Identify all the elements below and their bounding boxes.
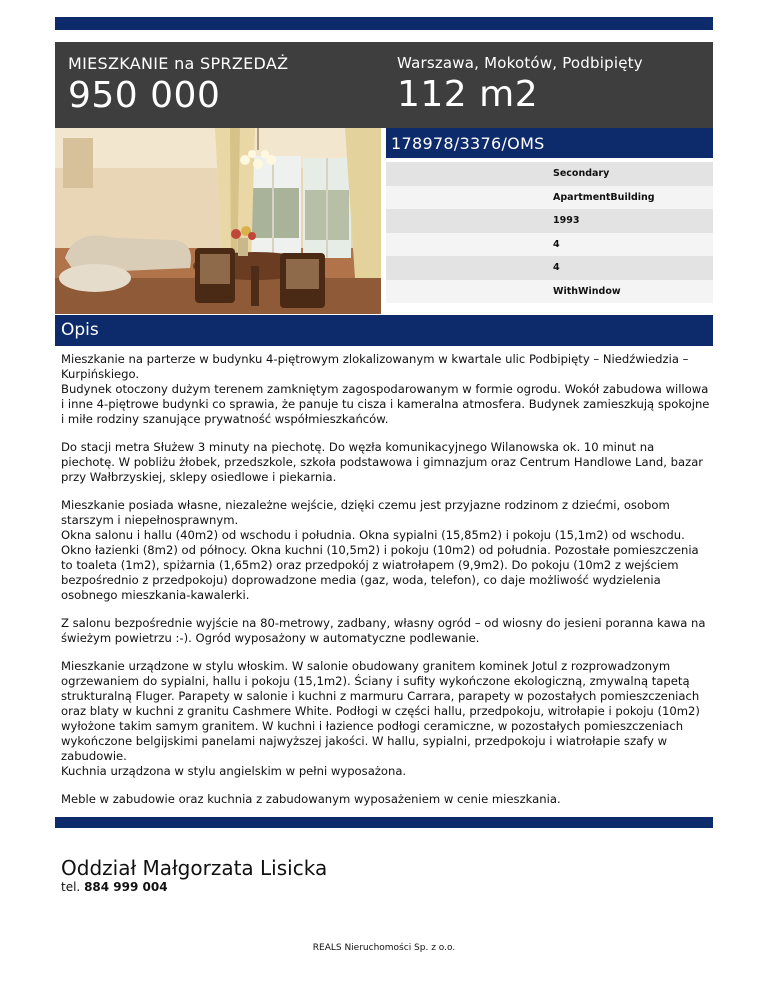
description-paragraph: Meble w zabudowie oraz kuchnia z zabudowanym wyposażeniem w cenie mieszkania. (61, 792, 561, 806)
agent-name: Oddział Małgorzata Lisicka (61, 856, 328, 880)
description-body (61, 352, 711, 820)
property-floors: 4 (386, 256, 713, 280)
property-year: 1993 (386, 209, 713, 233)
agent-phone (61, 880, 168, 894)
phone-label: tel. (61, 880, 81, 894)
company-footer: REALS Nieruchomości Sp. z o.o. (312, 943, 456, 953)
price: 950 000 (68, 75, 221, 116)
property-building-type: ApartmentBuilding (386, 186, 713, 210)
property-list (386, 162, 713, 303)
property-kitchen: WithWindow (386, 280, 713, 304)
location: Warszawa, Mokotów, Podbipięty (397, 54, 643, 72)
description-paragraph: Mieszkanie na parterze w budynku 4-piętrowym zlokalizowanym w kwartale ulic Podbipięty – Niedźwiedzia – Kurpińskiego. Budynek otoczony dużym terenem zamkniętym zagospodarowanym w formie ogrodu. Wokół zabudowa willowa i inne 4-piętrowe budynki co sprawia, że panuje tu cisza i kameralna atmosfera. Budynek zamieszkują spokojne i miłe rodziny szanujące prywatność współmieszkańców. (61, 352, 710, 426)
top-divider-bar (55, 17, 713, 30)
listing-header (55, 42, 713, 128)
apartment-photo (55, 128, 381, 314)
property-rooms: 4 (386, 233, 713, 257)
description-paragraph: Mieszkanie urządzone w stylu włoskim. W salonie obudowany granitem kominek Jotul z rozprowadzonym ogrzewaniem do sypialni, hallu i pokoju (15,1m2). Ściany i sufity wykończone ekologiczną, zmywalną tapetą strukturalną Fluger. Parapety w salonie i kuchni z marmuru Carrara, parapety w pozostałych pomieszczeniach oraz blaty w kuchni z granitu Cashmere White. Podłogi w części hallu, przedpokoju, witrołapie i pokoju (10m2) wyłożone takim samym granitem. W kuchni i łazience podłogi ceramiczne, w pozostałych pomieszczeniach wykończone belgijskimi panelami najwyższej jakości. W hallu, sypialni, przedpokoju i wiatrołapie szafy w zabudowie. Kuchnia urządzona w stylu angielskim w pełni wyposażona. (61, 659, 700, 778)
header-left (68, 54, 288, 116)
description-paragraph: Mieszkanie posiada własne, niezależne wejście, dzięki czemu jest przyjazne rodzinom z dziećmi, osobom starszym i niepełnosprawnym. Okna salonu i hallu (40m2) od wschodu i południa. Okna sypialni (15,85m2) i pokoju (15,1m2) od wschodu. Okno łazienki (8m2) od północy. Okna kuchni (10,5m2) i pokoju (10m2) od południa. Pozostałe pomieszczenia to toaleta (1m2), spiżarnia (1,65m2) oraz przedpokój z wiatrołapem (9,9m2). Do pokoju (10m2 z wejściem bezpośrednio z przedpokoju) doprowadzone media (gaz, woda, telefon), co daje możliwość wydzielenia osobnego mieszkania-kawalerki. (61, 498, 699, 602)
header-right (397, 54, 643, 115)
description-paragraph: Do stacji metra Służew 3 minuty na piechotę. Do węzła komunikacyjnego Wilanowska ok. 10 minut na piechotę. W pobliżu żłobek, przedszkole, szkoła podstawowa i gimnazjum oraz Centrum Handlowe Land, bazar przy Wałbrzyskiej, sklepy osiedlowe i piekarnia. (61, 440, 704, 484)
description-title: Opis (55, 315, 713, 346)
property-market: Secondary (386, 162, 713, 186)
area: 112 m2 (397, 74, 539, 115)
description-paragraph: Z salonu bezpośrednie wyjście na 80-metrowy, zadbany, własny ogród – od wiosny do jesieni poranna kawa na świeżym powietrzu :-). Ogród wyposażony w automatyczne podlewanie. (61, 616, 706, 645)
bottom-divider-bar (55, 817, 713, 828)
offer-type: MIESZKANIE na SPRZEDAŻ (68, 54, 289, 73)
offer-id: 178978/3376/OMS (386, 128, 713, 158)
phone-number: 884 999 004 (84, 880, 168, 894)
